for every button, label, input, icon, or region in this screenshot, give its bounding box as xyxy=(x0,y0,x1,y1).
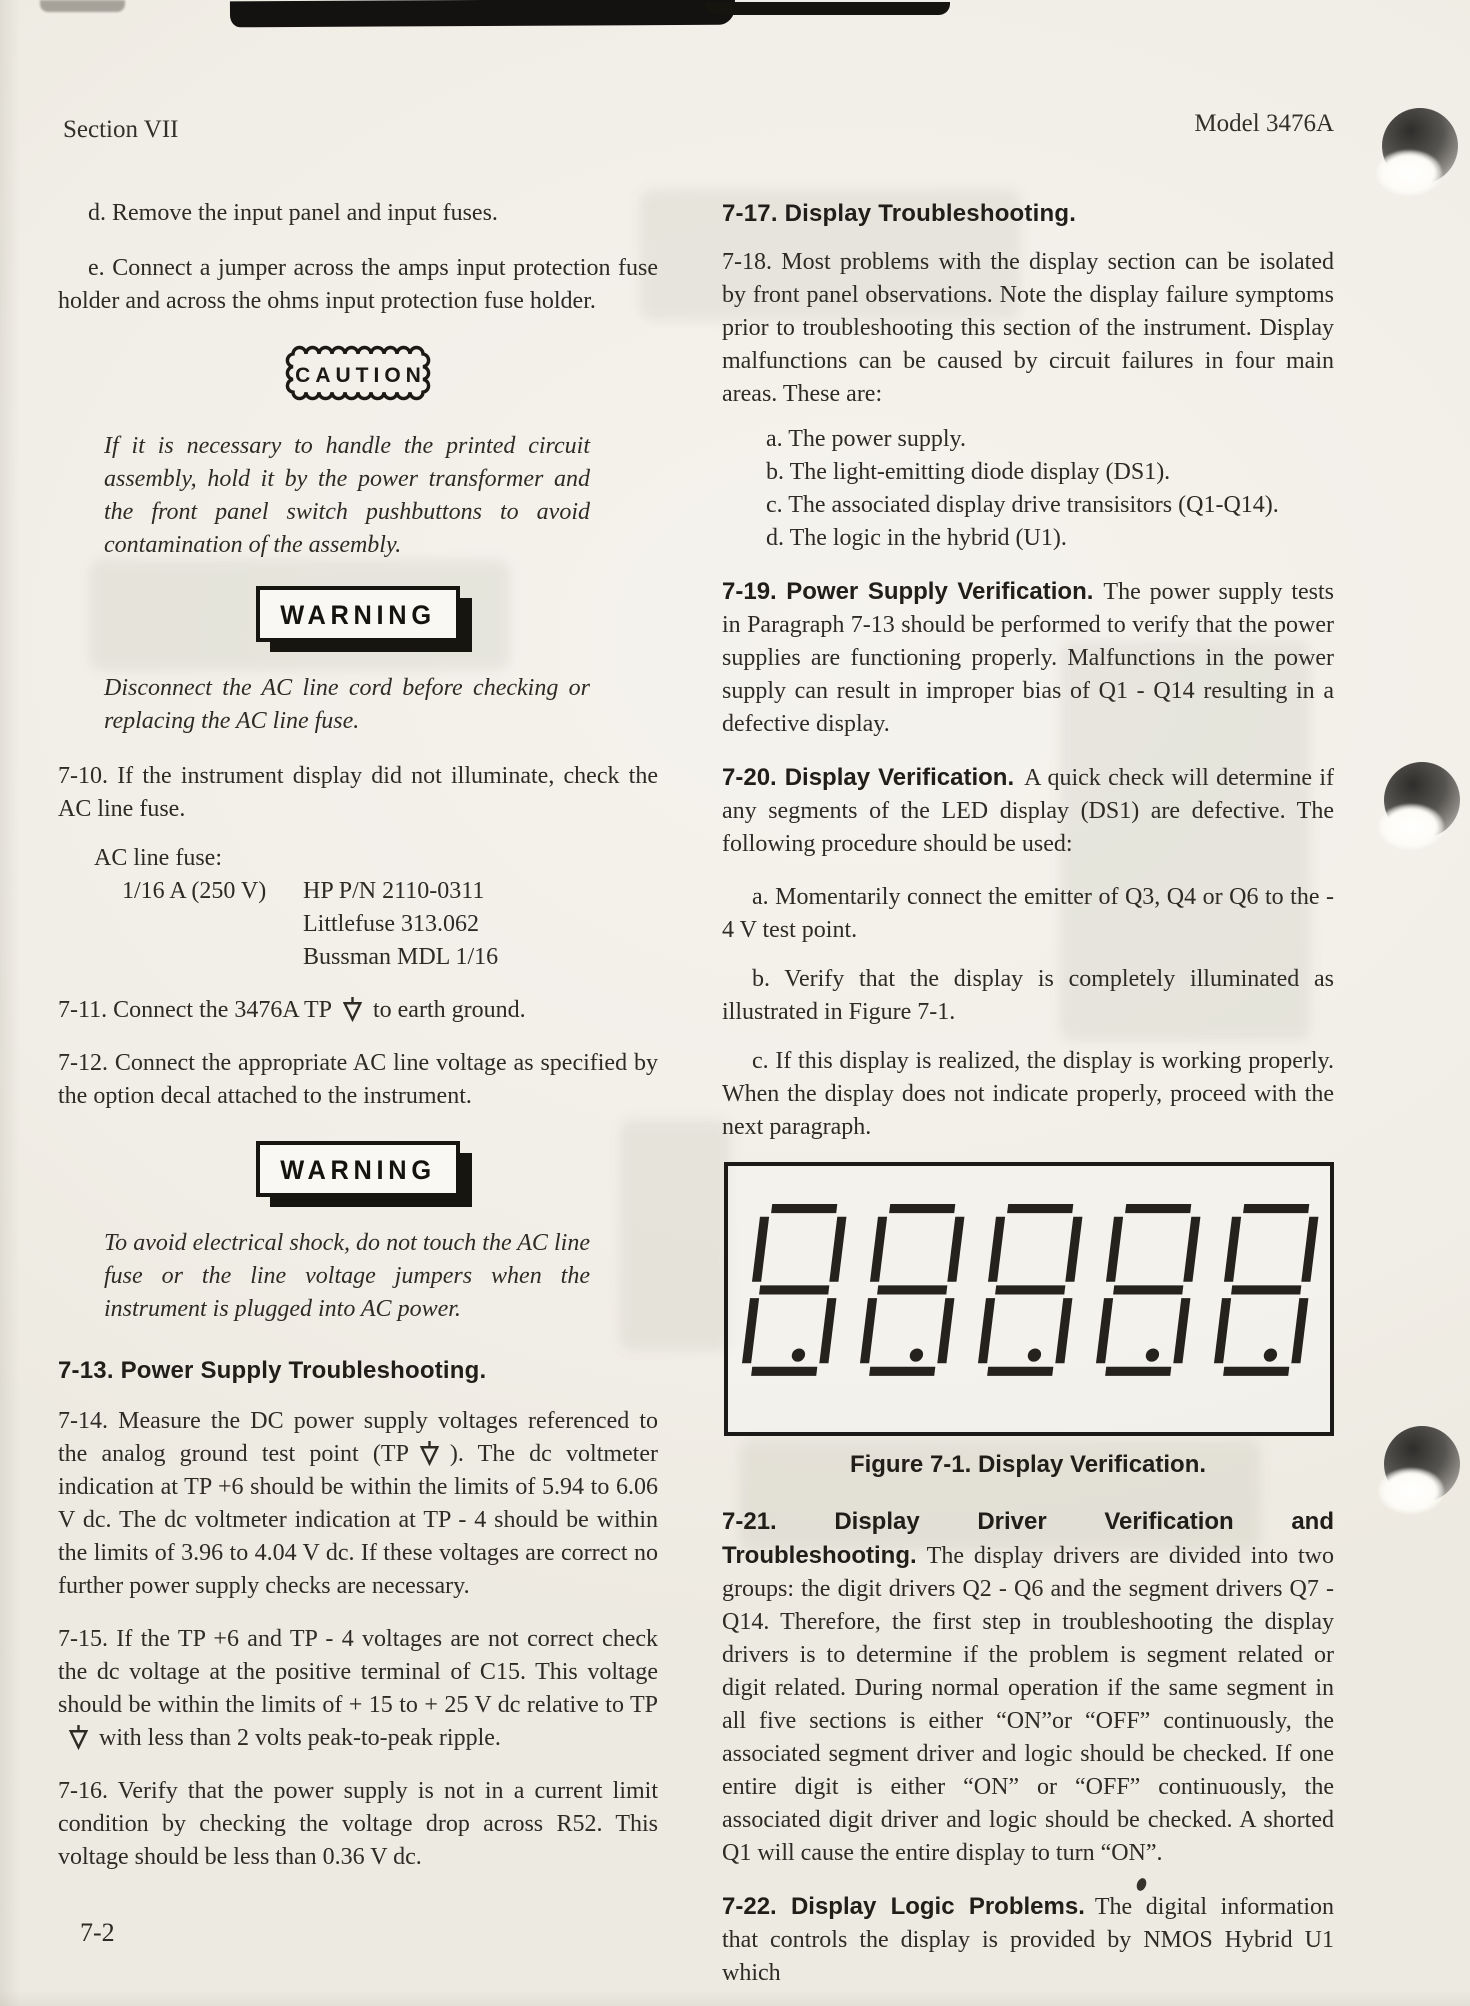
caution-text: If it is necessary to handle the printed circuit assembly, hold it by the power transformer and the front panel switch pushbuttons to avoid contamination of the assembly. xyxy=(104,433,590,558)
para-7-12: 7-12. Connect the appropriate AC line voltage as specified by the option decal attached to the instrument. xyxy=(58,1050,658,1109)
figure-caption: Figure 7-1. Display Verification. xyxy=(849,1451,1207,1478)
para-7-19-heading: 7-19. Power Supply Verification. xyxy=(722,578,1094,605)
para-7-22 xyxy=(722,1890,1334,1990)
para-7-14 xyxy=(58,1405,658,1603)
analog-ground-icon xyxy=(68,1725,89,1750)
para-7-18: 7-18. Most problems with the display section can be isolated by front panel observations. Note the display failure symptoms prior to troubleshooting this section of the instrument. Display malfunctions can be caused by circuit failures in four main areas. These are: xyxy=(722,249,1334,407)
para-7-15-text: with less than 2 volts peak-to-peak ripple. xyxy=(99,1725,501,1751)
fuse-rating: 1/16 A (250 V) xyxy=(122,878,267,904)
fuse-part-numbers xyxy=(303,875,498,974)
fuse-label: AC line fuse: xyxy=(94,845,222,871)
display-fault-list xyxy=(766,423,1334,555)
right-column xyxy=(722,185,1334,1990)
seven-segment-digit xyxy=(1088,1200,1206,1386)
warning-badge-label: WARNING xyxy=(280,600,436,630)
para-7-21-heading: 7-21. Display Driver Verification and Troubleshooting. xyxy=(722,1508,1334,1569)
para-7-14-text: 7-14. Measure the DC power supply voltages referenced to the analog ground test point (TP xyxy=(58,1408,658,1467)
para-7-22-text: The digital information that controls the display is provided by NMOS Hybrid U1 which xyxy=(722,1894,1334,1986)
fuse-spec-block xyxy=(58,842,658,974)
fuse-part: Littlefuse 313.062 xyxy=(303,911,479,937)
para-7-21 xyxy=(722,1505,1334,1870)
para-7-15 xyxy=(58,1623,658,1755)
warning-text-1: Disconnect the AC line cord before checking or replacing the AC line fuse. xyxy=(104,675,590,734)
binder-hole-highlight xyxy=(1378,804,1444,850)
para-7-20 xyxy=(722,761,1334,861)
binder-hole-highlight xyxy=(1376,150,1442,196)
para-7-11-text: 7-11. Connect the 3476A TP xyxy=(58,997,332,1023)
step-item-e: e. Connect a jumper across the amps input protection fuse holder and across the ohms input protection fuse holder. xyxy=(58,255,658,314)
fault-list-item: a. The power supply. xyxy=(766,426,966,452)
para-7-14-text: ). The dc voltmeter indication at TP +6 should be within the limits of 5.94 to 6.06 V dc. The dc voltmeter indication at TP - 4 should be within the limits of 3.96 to 4.04 V dc. If these voltages are correct no further power supply checks are necessary. xyxy=(58,1441,658,1599)
left-column xyxy=(58,185,658,1874)
seven-segment-digit xyxy=(852,1200,970,1386)
analog-ground-icon xyxy=(419,1441,440,1466)
binder-hole xyxy=(1378,1426,1464,1512)
para-7-15-text: 7-15. If the TP +6 and TP - 4 voltages are not correct check the dc voltage at the positive terminal of C15. This voltage should be within the limits of + 15 to + 25 V dc relative to TP xyxy=(58,1626,658,1718)
scan-ink-streak xyxy=(230,0,735,27)
binder-hole-highlight xyxy=(1378,1468,1444,1514)
fault-list-item: b. The light-emitting diode display (DS1). xyxy=(766,459,1171,485)
step-item-d: d. Remove the input panel and input fuses. xyxy=(88,200,498,226)
seven-segment-digit xyxy=(734,1200,852,1386)
para-7-22-heading: 7-22. Display Logic Problems. xyxy=(722,1893,1085,1920)
caution-badge-label: CAUTION xyxy=(295,364,426,387)
seven-segment-display xyxy=(728,1166,1330,1386)
scan-smudge xyxy=(40,0,125,12)
header-model-label: Model 3476A xyxy=(1194,110,1334,137)
heading-7-13: 7-13. Power Supply Troubleshooting. xyxy=(58,1357,487,1384)
para-7-11 xyxy=(58,994,658,1027)
scan-ink-streak xyxy=(705,2,950,15)
binder-hole xyxy=(1376,108,1462,194)
seven-segment-digit xyxy=(1206,1200,1324,1386)
caution-badge xyxy=(279,344,437,402)
para-7-19 xyxy=(722,575,1334,741)
fault-list-item: d. The logic in the hybrid (U1). xyxy=(766,525,1067,551)
step-item-b: b. Verify that the display is completely illuminated as illustrated in Figure 7-1. xyxy=(722,966,1334,1025)
para-7-19-text: The power supply tests in Paragraph 7-13 should be performed to verify that the power supplies are functioning properly. Malfunctions in the power supply can result in improper bias of Q1 - Q14 resulting in a defective display. xyxy=(722,579,1334,737)
warning-text-2: To avoid electrical shock, do not touch the AC line fuse or the line voltage jumpers when the instrument is plugged into AC power. xyxy=(104,1230,590,1322)
para-7-21-text: The display drivers are divided into two groups: the digit drivers Q2 - Q6 and the segment drivers Q7 - Q14. Therefore, the first step in troubleshooting the display drivers is to determine if the problem is segment related or digit related. During normal operation if the same segment in all five sections is either “ON”or “OFF” continuously, the associated segment driver and logic should be checked. If one entire digit is either “ON” or “OFF” continuously, the associated digit driver and logic should be checked. A shorted Q1 will cause the entire display to turn “ON”. xyxy=(722,1543,1334,1866)
fuse-part: HP P/N 2110-0311 xyxy=(303,878,485,904)
warning-badge-label: WARNING xyxy=(280,1155,436,1185)
fault-list-item: c. The associated display drive transisitors (Q1-Q14). xyxy=(766,492,1279,518)
analog-ground-icon xyxy=(342,997,363,1022)
binder-hole xyxy=(1378,762,1464,848)
fuse-part: Bussman MDL 1/16 xyxy=(303,944,499,970)
para-7-20-text: A quick check will determine if any segments of the LED display (DS1) are defective. The following procedure should be used: xyxy=(722,765,1335,857)
warning-badge-1 xyxy=(256,586,460,642)
para-7-10: 7-10. If the instrument display did not illuminate, check the AC line fuse. xyxy=(58,763,658,822)
figure-7-1 xyxy=(724,1162,1334,1436)
header-section-label: Section VII xyxy=(63,116,179,143)
para-7-11-text: to earth ground. xyxy=(372,997,526,1023)
page-number: 7-2 xyxy=(80,1918,115,1947)
step-item-a: a. Momentarily connect the emitter of Q3, Q4 or Q6 to the - 4 V test point. xyxy=(722,884,1334,943)
warning-badge-2 xyxy=(256,1141,460,1197)
step-item-c: c. If this display is realized, the display is working properly. When the display does not indicate properly, proceed with the next paragraph. xyxy=(722,1048,1334,1140)
para-7-20-heading: 7-20. Display Verification. xyxy=(722,764,1015,791)
seven-segment-digit xyxy=(970,1200,1088,1386)
heading-7-17: 7-17. Display Troubleshooting. xyxy=(722,200,1077,227)
para-7-16: 7-16. Verify that the power supply is not in a current limit condition by checking the voltage drop across R52. This voltage should be less than 0.36 V dc. xyxy=(58,1778,658,1870)
